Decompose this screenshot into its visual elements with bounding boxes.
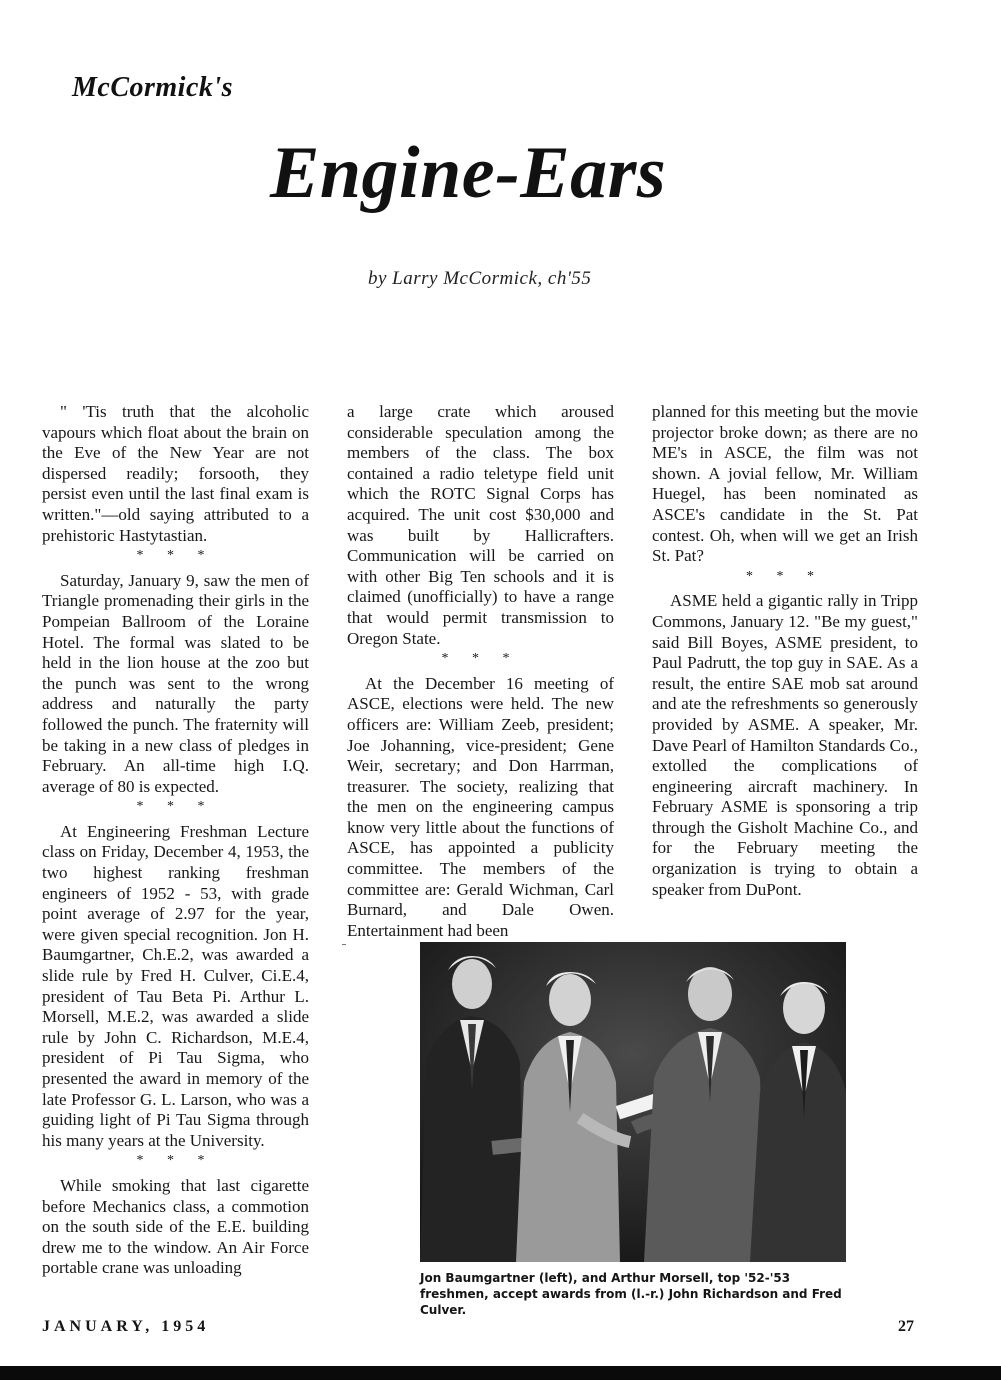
article-column-1 xyxy=(42,402,309,1279)
section-separator: * * * xyxy=(136,799,215,815)
paragraph-asce-elections: At the December 16 meeting of ASCE, elections were held. The new officers are: William Zeeb, president; Joe Johanning, vice-president; Gene Weir, secretary; and Don Harrman, treasurer. The society, realizing that the men on the engineering campus know very little about the functions of ASCE, has appointed a publicity committee. The members of the committee are: Gerald Wichman, Carl Burnard, and Dale Owen. Entertainment had been xyxy=(347,673,614,940)
section-separator: * * * xyxy=(136,548,215,564)
article-column-3 xyxy=(652,402,918,900)
award-photo xyxy=(420,942,846,1262)
issue-date: JANUARY, 1954 xyxy=(42,1318,210,1335)
photo-caption: Jon Baumgartner (left), and Arthur Morsell, top '52-'53 freshmen, accept awards from (l.-r.) John Richardson and Fred Culver. xyxy=(420,1271,842,1317)
scan-border xyxy=(0,1366,1001,1380)
paragraph-asce-meeting: planned for this meeting but the movie projector broke down; as there are no ME's in ASCE, the film was not shown. A jovial fellow, Mr. William Huegel, has been nominated as ASCE's candidate in the St. Pat contest. Oh, when will we get an Irish St. Pat? xyxy=(652,402,918,566)
byline: by Larry McCormick, ch'55 xyxy=(368,268,592,289)
award-photo-illustration xyxy=(420,942,846,1262)
section-separator: * * * xyxy=(441,651,520,667)
paragraph-freshman-awards: At Engineering Freshman Lecture class on Friday, December 4, 1953, the two highest ranking freshman engineers of 1952 - 53, with grade point average of 2.97 for the year, were given special recognition. Jon H. Baumgartner, Ch.E.2, was awarded a slide rule by Fred H. Culver, Ci.E.4, president of Tau Beta Pi. Arthur L. Morsell, M.E.2, was awarded a slide rule by John C. Richardson, M.E.4, president of Pi Tau Sigma, who presented the award in memory of the late Professor G. L. Larson, who was a guiding light of Pi Tau Sigma through his many years at the University. xyxy=(42,821,309,1150)
page-title: Engine-Ears xyxy=(270,132,667,214)
paragraph-triangle: Saturday, January 9, saw the men of Triangle promenading their girls in the Pompeian Ballroom of the Loraine Hotel. The formal was slated to be held in the lion house at the zoo but the punch was sent to the wrong address and naturally the party followed the punch. The fraternity will be taking in a new class of pledges in February. An all-time high I.Q. average of 80 is expected. xyxy=(42,570,309,796)
section-separator: * * * xyxy=(136,1153,215,1169)
column-kicker: McCormick's xyxy=(72,72,234,103)
paragraph-crane: While smoking that last cigarette before Mechanics class, a commotion on the south side of the E.E. building drew me to the window. An Air Force portable crane was unloading xyxy=(42,1175,309,1278)
paragraph-asme-rally: ASME held a gigantic rally in Tripp Commons, January 12. "Be my guest," said Bill Boyes, ASME president, to Paul Padrutt, the top guy in SAE. As a result, the entire SAE mob sat around and ate the refreshments so generously provided by ASME. A speaker, Mr. Dave Pearl of Hamilton Standards Co., extolled the complications of engineering aircraft machinery. In February ASME is sponsoring a trip through the Gisholt Machine Co., and for the February meeting the organization is trying to obtain a speaker from DuPont. xyxy=(652,591,918,899)
page-number: 27 xyxy=(898,1318,914,1335)
paragraph-teletype: a large crate which aroused considerable speculation among the members of the class. The box contained a radio teletype field unit which the ROTC Signal Corps has acquired. The unit cost $30,000 and was built by Hallicrafters. Communication will be carried on with other Big Ten schools and it is claimed (unofficially) to have a range that would permit transmission to Oregon State. xyxy=(347,402,614,648)
paragraph-quote: " 'Tis truth that the alcoholic vapours which float about the brain on the Eve of the New Year are not dispersed readily; forsooth, they persist even until the last final exam is written."—old saying attributed to a prehistoric Hastytastian. xyxy=(42,402,309,545)
article-column-2 xyxy=(347,402,614,941)
margin-mark xyxy=(342,944,346,945)
section-separator: * * * xyxy=(746,568,824,584)
